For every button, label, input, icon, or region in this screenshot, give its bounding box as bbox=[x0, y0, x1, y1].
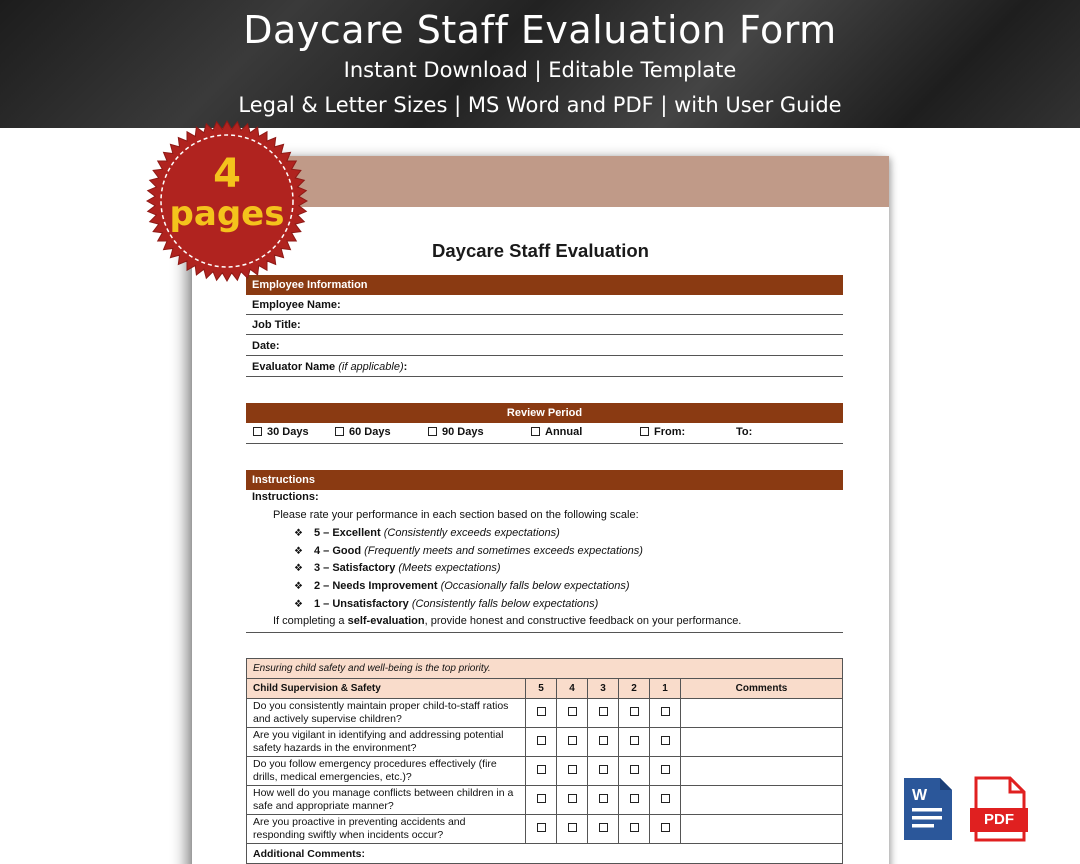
checkbox-icon[interactable] bbox=[568, 707, 577, 716]
period-option-90-days[interactable]: 90 Days bbox=[428, 426, 484, 438]
evaluator-name-field[interactable]: Evaluator Name (if applicable): bbox=[246, 357, 843, 377]
scale-item-3: ❖ 3 – Satisfactory (Meets expectations) bbox=[294, 562, 501, 574]
checkbox-icon[interactable] bbox=[630, 707, 639, 716]
table-row bbox=[247, 786, 843, 815]
banner-title: Daycare Staff Evaluation Form bbox=[243, 8, 837, 52]
checkbox-icon[interactable] bbox=[640, 427, 649, 436]
checkbox-icon[interactable] bbox=[335, 427, 344, 436]
banner-subtitle-1: Instant Download | Editable Template bbox=[343, 58, 737, 82]
review-period-header: Review Period bbox=[246, 403, 843, 423]
diamond-bullet-icon: ❖ bbox=[294, 563, 303, 574]
scale-item-2: ❖ 2 – Needs Improvement (Occasionally falls below expectations) bbox=[294, 580, 630, 592]
table-row bbox=[247, 757, 843, 786]
diamond-bullet-icon: ❖ bbox=[294, 599, 303, 610]
checkbox-icon[interactable] bbox=[537, 794, 546, 803]
period-option-from[interactable]: From: bbox=[640, 426, 685, 438]
badge-number: 4 bbox=[213, 151, 241, 197]
comment-cell[interactable] bbox=[681, 786, 843, 815]
period-to-label: To: bbox=[736, 426, 753, 438]
question-text: Do you consistently maintain proper child-to-staff ratios and actively supervise children? bbox=[247, 699, 526, 728]
table-row bbox=[247, 728, 843, 757]
rating-header-5: 5 bbox=[526, 679, 557, 699]
checkbox-icon[interactable] bbox=[630, 765, 639, 774]
checkbox-icon[interactable] bbox=[661, 765, 670, 774]
checkbox-icon[interactable] bbox=[599, 765, 608, 774]
comment-cell[interactable] bbox=[681, 699, 843, 728]
review-period-options bbox=[246, 422, 843, 444]
checkbox-icon[interactable] bbox=[537, 765, 546, 774]
document-title: Daycare Staff Evaluation bbox=[432, 240, 649, 261]
scale-item-1: ❖ 1 – Unsatisfactory (Consistently falls below expectations) bbox=[294, 598, 599, 610]
rating-header-3: 3 bbox=[588, 679, 619, 699]
table-row bbox=[247, 699, 843, 728]
comment-cell[interactable] bbox=[681, 757, 843, 786]
table-note: Ensuring child safety and well-being is the top priority. bbox=[247, 659, 843, 679]
employee-info-header: Employee Information bbox=[246, 275, 843, 295]
checkbox-icon[interactable] bbox=[661, 707, 670, 716]
checkbox-icon[interactable] bbox=[531, 427, 540, 436]
additional-comments-row bbox=[247, 844, 843, 864]
period-option-annual[interactable]: Annual bbox=[531, 426, 582, 438]
table-header-row bbox=[247, 679, 843, 699]
question-text: How well do you manage conflicts between children in a safe and appropriate manner? bbox=[247, 786, 526, 815]
pdf-label: PDF bbox=[984, 811, 1014, 828]
diamond-bullet-icon: ❖ bbox=[294, 528, 303, 539]
checkbox-icon[interactable] bbox=[568, 823, 577, 832]
rating-header-2: 2 bbox=[619, 679, 650, 699]
banner-subtitle-2: Legal & Letter Sizes | MS Word and PDF | with User Guide bbox=[238, 93, 842, 117]
table-row bbox=[247, 815, 843, 844]
scale-item-4: ❖ 4 – Good (Frequently meets and sometimes exceeds expectations) bbox=[294, 545, 643, 557]
checkbox-icon[interactable] bbox=[537, 823, 546, 832]
instructions-label: Instructions: bbox=[252, 491, 319, 503]
checkbox-icon[interactable] bbox=[568, 794, 577, 803]
badge-word: pages bbox=[169, 194, 285, 234]
job-title-field[interactable]: Job Title: bbox=[246, 315, 843, 335]
checkbox-icon[interactable] bbox=[599, 707, 608, 716]
instructions-header: Instructions bbox=[246, 470, 843, 490]
checkbox-icon[interactable] bbox=[537, 707, 546, 716]
checkbox-icon[interactable] bbox=[568, 765, 577, 774]
checkbox-icon[interactable] bbox=[661, 823, 670, 832]
checkbox-icon[interactable] bbox=[253, 427, 262, 436]
word-letter: W bbox=[912, 787, 928, 804]
pages-badge bbox=[146, 120, 308, 282]
additional-comments-label[interactable]: Additional Comments: bbox=[247, 844, 843, 864]
question-text: Are you vigilant in identifying and addressing potential safety hazards in the environment? bbox=[247, 728, 526, 757]
checkbox-icon[interactable] bbox=[630, 823, 639, 832]
checkbox-icon[interactable] bbox=[568, 736, 577, 745]
checkbox-icon[interactable] bbox=[661, 794, 670, 803]
comment-cell[interactable] bbox=[681, 728, 843, 757]
instructions-footer: If completing a self-evaluation, provide honest and constructive feedback on your performance. bbox=[273, 615, 742, 627]
rating-header-4: 4 bbox=[557, 679, 588, 699]
top-banner bbox=[0, 0, 1080, 128]
checkbox-icon[interactable] bbox=[630, 794, 639, 803]
question-text: Do you follow emergency procedures effectively (fire drills, medical emergencies, etc.)? bbox=[247, 757, 526, 786]
employee-name-field[interactable]: Employee Name: bbox=[246, 295, 843, 315]
evaluation-table bbox=[246, 658, 843, 864]
diamond-bullet-icon: ❖ bbox=[294, 546, 303, 557]
checkbox-icon[interactable] bbox=[599, 794, 608, 803]
checkbox-icon[interactable] bbox=[599, 823, 608, 832]
period-option-60-days[interactable]: 60 Days bbox=[335, 426, 391, 438]
rating-header-1: 1 bbox=[650, 679, 681, 699]
checkbox-icon[interactable] bbox=[630, 736, 639, 745]
diamond-bullet-icon: ❖ bbox=[294, 581, 303, 592]
checkbox-icon[interactable] bbox=[428, 427, 437, 436]
checkbox-icon[interactable] bbox=[599, 736, 608, 745]
category-header: Child Supervision & Safety bbox=[247, 679, 526, 699]
comment-cell[interactable] bbox=[681, 815, 843, 844]
table-note-row bbox=[247, 659, 843, 679]
question-text: Are you proactive in preventing accidents and responding swiftly when incidents occur? bbox=[247, 815, 526, 844]
checkbox-icon[interactable] bbox=[537, 736, 546, 745]
checkbox-icon[interactable] bbox=[661, 736, 670, 745]
divider bbox=[246, 632, 843, 633]
period-option-30-days[interactable]: 30 Days bbox=[253, 426, 309, 438]
date-field[interactable]: Date: bbox=[246, 336, 843, 356]
comments-header: Comments bbox=[681, 679, 843, 699]
scale-item-5: ❖ 5 – Excellent (Consistently exceeds expectations) bbox=[294, 527, 560, 539]
word-file-icon bbox=[902, 776, 954, 842]
instructions-intro: Please rate your performance in each section based on the following scale: bbox=[273, 509, 639, 521]
